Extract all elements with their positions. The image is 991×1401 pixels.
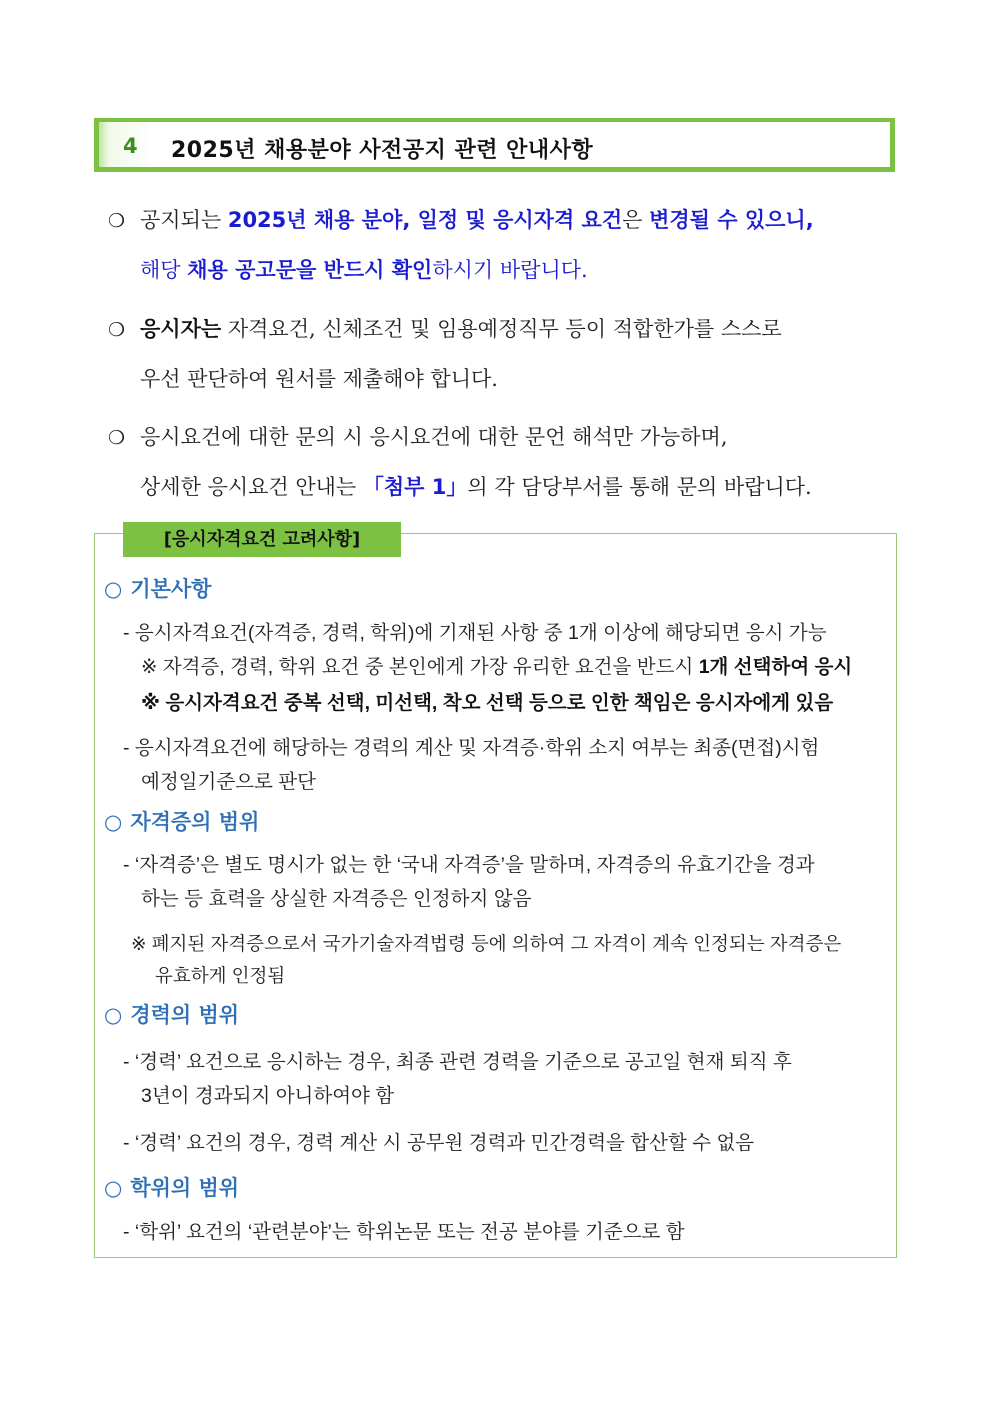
paragraph-bullet: ❍ <box>108 210 126 232</box>
requirements-box-tab: [응시자격요건 고려사항] <box>123 522 401 557</box>
paragraph-1-line-1 <box>108 204 814 234</box>
heading-certificate-scope <box>104 806 259 836</box>
heading-degree-scope <box>104 1172 239 1202</box>
list-item: - ‘경력’ 요건의 경우, 경력 계산 시 공무원 경력과 민간경력을 합산할 수 없음 <box>123 1132 755 1154</box>
paragraph-1-line-2 <box>140 254 588 284</box>
circle-bullet: ○ <box>104 1003 123 1027</box>
circle-bullet: ○ <box>104 577 123 601</box>
list-item: - 응시자격요건(자격증, 경력, 학위)에 기재된 사항 중 1개 이상에 해당되면 응시 가능 <box>123 622 827 644</box>
note-bold-text: 1개 선택하여 응시 <box>698 656 853 678</box>
text: 은 <box>622 208 650 232</box>
heading-label: 기본사항 <box>130 577 212 601</box>
text: 해당 <box>140 258 188 282</box>
list-item: - 응시자격요건에 해당하는 경력의 계산 및 자격증·학위 소지 여부는 최종(면접)시험 <box>123 737 820 759</box>
text: 의 각 담당부서를 통해 문의 바랍니다. <box>467 475 812 499</box>
section-number-box <box>94 122 149 167</box>
text: 하시기 바랍니다. <box>432 258 588 282</box>
heading-career-scope <box>104 999 239 1029</box>
heading-basic <box>104 573 211 603</box>
section-title: 2025년 채용분야 사전공지 관련 안내사항 <box>171 138 594 163</box>
paragraph-3-line-1 <box>108 421 728 451</box>
text: 자격요건, 신체조건 및 임용예정직무 등이 적합한가를 스스로 <box>221 317 782 341</box>
attachment-reference: 「첨부 1」 <box>362 475 468 499</box>
note-item-continued: 유효하게 인정됨 <box>155 965 286 986</box>
paragraph-3-line-2 <box>140 471 812 501</box>
text: 응시요건에 대한 문의 시 응시요건에 대한 문언 해석만 가능하며, <box>140 425 728 449</box>
paragraph-2-line-2: 우선 판단하여 원서를 제출해야 합니다. <box>140 367 498 391</box>
list-item-continued: 3년이 경과되지 아니하여야 함 <box>141 1085 395 1107</box>
circle-bullet: ○ <box>104 1176 123 1200</box>
list-item: - ‘자격증’은 별도 명시가 없는 한 ‘국내 자격증’을 말하며, 자격증의 유효기간을 경과 <box>123 854 815 876</box>
section-number: 4 <box>123 134 138 158</box>
highlight-text: 변경될 수 있으니, <box>649 208 814 232</box>
note-item <box>141 651 852 679</box>
section-header <box>94 118 895 172</box>
note-text: ※ 자격증, 경력, 학위 요건 중 본인에게 가장 유리한 요건을 반드시 <box>141 656 699 678</box>
text: 공지되는 <box>140 208 228 232</box>
circle-bullet: ○ <box>104 810 123 834</box>
heading-label: 경력의 범위 <box>130 1003 240 1027</box>
heading-label: 자격증의 범위 <box>130 810 260 834</box>
paragraph-2-line-1 <box>108 313 782 343</box>
list-item: - ‘학위’ 요건의 ‘관련분야’는 학위논문 또는 전공 분야를 기준으로 함 <box>123 1221 685 1243</box>
list-item-continued: 예정일기준으로 판단 <box>141 771 316 793</box>
highlight-text: 채용 공고문을 반드시 확인 <box>187 258 433 282</box>
note-item: ※ 폐지된 자격증으로서 국가기술자격법령 등에 의하여 그 자격이 계속 인정되는 자격증은 <box>131 933 842 954</box>
bold-text: 응시자는 <box>140 317 222 341</box>
highlight-text: 2025년 채용 분야, 일정 및 응시자격 요건 <box>227 208 623 232</box>
list-item-continued: 하는 등 효력을 상실한 자격증은 인정하지 않음 <box>141 888 532 910</box>
list-item: - ‘경력’ 요건으로 응시하는 경우, 최종 관련 경력을 기준으로 공고일 현재 퇴직 후 <box>123 1051 792 1073</box>
text: 상세한 응시요건 안내는 <box>140 475 363 499</box>
paragraph-bullet: ❍ <box>108 427 126 449</box>
heading-label: 학위의 범위 <box>130 1176 240 1200</box>
note-item: ※ 응시자격요건 중복 선택, 미선택, 착오 선택 등으로 인한 책임은 응시자에게 있음 <box>141 692 834 714</box>
paragraph-bullet: ❍ <box>108 319 126 341</box>
